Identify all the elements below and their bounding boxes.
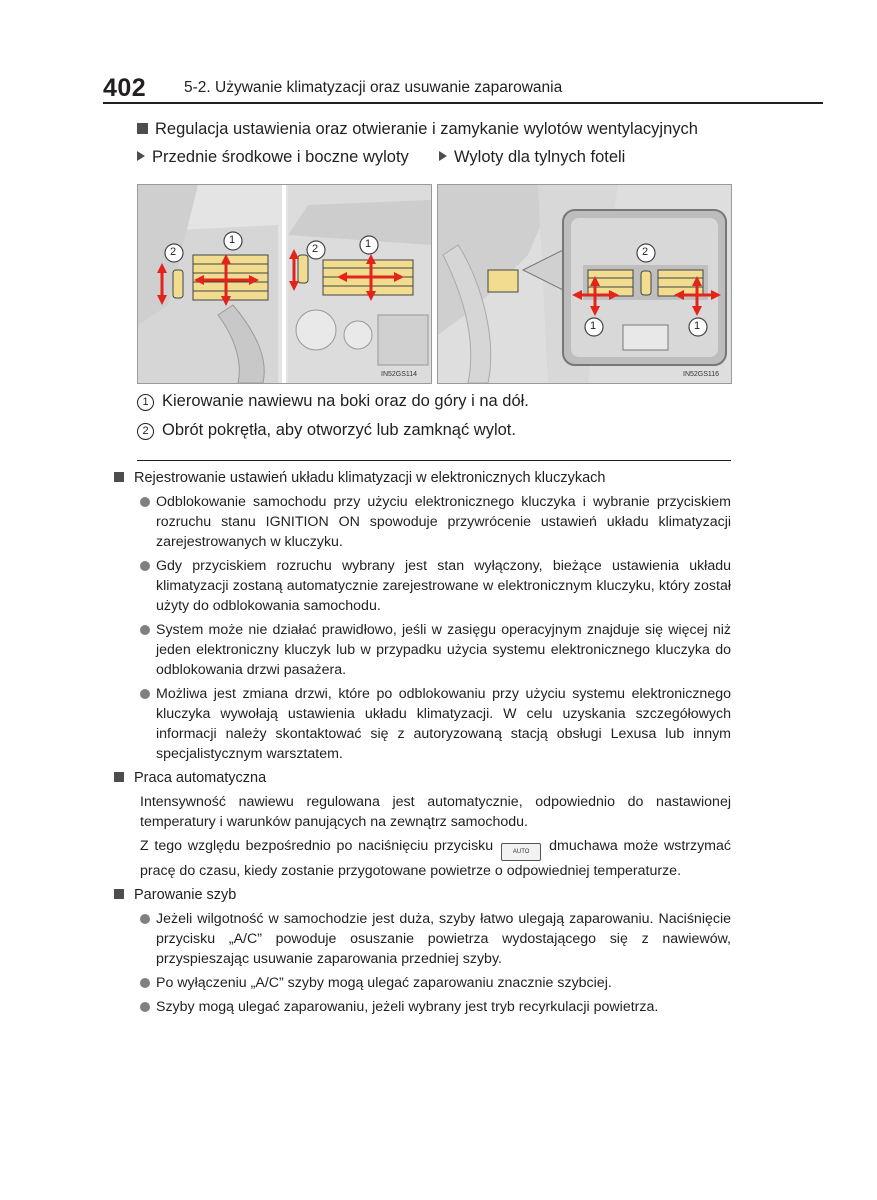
front-vents-illustration (138, 185, 431, 383)
callout-2-label: 2 (642, 246, 649, 258)
callout-1-label: 1 (229, 234, 236, 246)
callout-1-label: 1 (365, 238, 372, 250)
front-vents-figure (137, 184, 432, 384)
auto-paragraph-2: Z tego względu bezpośrednio po naciśnięciu przycisku AUTO dmuchawa może wstrzymać pracę do czasu, kiedy zostanie przygotowane powietrze o odpowiedniej temperaturze. (140, 838, 731, 879)
rear-vents-figure (437, 184, 732, 384)
square-bullet-icon (114, 472, 124, 482)
list-item: Możliwa jest zmiana drzwi, które po odblokowaniu przy użyciu systemu elektronicznego kluczyka wywołają ustawienia układu klimatyzacji. W celu uzyskania szczegółowych informacji należy skontaktować się z autoryzowaną stacją obsługi Lexusa lub innym specjalistycznym warsztatem. (114, 684, 731, 764)
triangle-bullet-icon (439, 151, 447, 161)
callout-2-label: 2 (170, 246, 177, 258)
list-item: Gdy przyciskiem rozruchu wybrany jest stan wyłączony, bieżące ustawienia układu klimatyzacji zostaną automatycznie zarejestrowane w elektronicznym kluczyku, który został użyty do odblokowania samochodu. (114, 556, 731, 616)
rear-vents-label: Wyloty dla tylnych foteli (439, 148, 625, 167)
callout-2-label: 2 (312, 243, 319, 255)
section-divider (137, 460, 731, 461)
fog-section-title: Parowanie szyb (114, 885, 731, 905)
square-bullet-icon (114, 772, 124, 782)
square-bullet-icon (114, 889, 124, 899)
list-item: Jeżeli wilgotność w samochodzie jest duża, szyby łatwo ulegają zaparowaniu. Naciśnięcie przycisku „A/C” powoduje osuszanie powietrza wydostającego się z nawiewów, przyspieszając usuwanie zaparowania przedniej szyby. (114, 909, 731, 969)
auto-button-icon: AUTO (501, 843, 541, 861)
list-item: Szyby mogą ulegać zaparowaniu, jeżeli wybrany jest tryb recyrkulacji powietrza. (114, 997, 731, 1017)
legend-item-1: 1 Kierowanie nawiewu na boki oraz do góry i na dół. (137, 392, 529, 411)
square-bullet-icon (137, 123, 148, 134)
callout-1-label: 1 (694, 320, 701, 332)
auto-section-title: Praca automatyczna (114, 768, 731, 788)
number-circle-icon: 1 (137, 394, 154, 411)
vents-section-title: Regulacja ustawienia oraz otwieranie i zamykanie wylotów wentylacyjnych (137, 120, 698, 139)
key-section-title: Rejestrowanie ustawień układu klimatyzacji w elektronicznych kluczykach (114, 468, 731, 488)
rear-vents-illustration (438, 185, 731, 383)
front-vents-label: Przednie środkowe i boczne wyloty (137, 148, 409, 167)
chapter-title: 5-2. Używanie klimatyzacji oraz usuwanie zaparowania (184, 79, 563, 96)
rear-figure-code: IN52GS116 (683, 371, 720, 378)
list-item: System może nie działać prawidłowo, jeśli w zasięgu operacyjnym znajduje się więcej niż jeden elektroniczny kluczyk lub w przypadku użycia systemu elektronicznego kluczyka do odblokowania drzwi pasażera. (114, 620, 731, 680)
list-item: Odblokowanie samochodu przy użyciu elektronicznego kluczyka i wybranie przyciskiem rozruchu stanu IGNITION ON spowoduje przywrócenie ustawień układu klimatyzacji zarejestrowanych w kluczyku. (114, 492, 731, 552)
page-number: 402 (103, 74, 147, 102)
callout-1-label: 1 (590, 320, 597, 332)
list-item: Po wyłączeniu „A/C” szyby mogą ulegać zaparowaniu znacznie szybciej. (114, 973, 731, 993)
legend-item-2: 2 Obrót pokrętła, aby otworzyć lub zamknąć wylot. (137, 421, 516, 440)
front-figure-code: IN52GS114 (381, 371, 418, 378)
triangle-bullet-icon (137, 151, 145, 161)
key-section (114, 468, 731, 1021)
header-rule (103, 102, 823, 104)
number-circle-icon: 2 (137, 423, 154, 440)
auto-paragraph-1: Intensywność nawiewu regulowana jest automatycznie, odpowiednio do nastawionej temperatury i warunków panujących na zewnątrz samochodu. (140, 794, 731, 830)
